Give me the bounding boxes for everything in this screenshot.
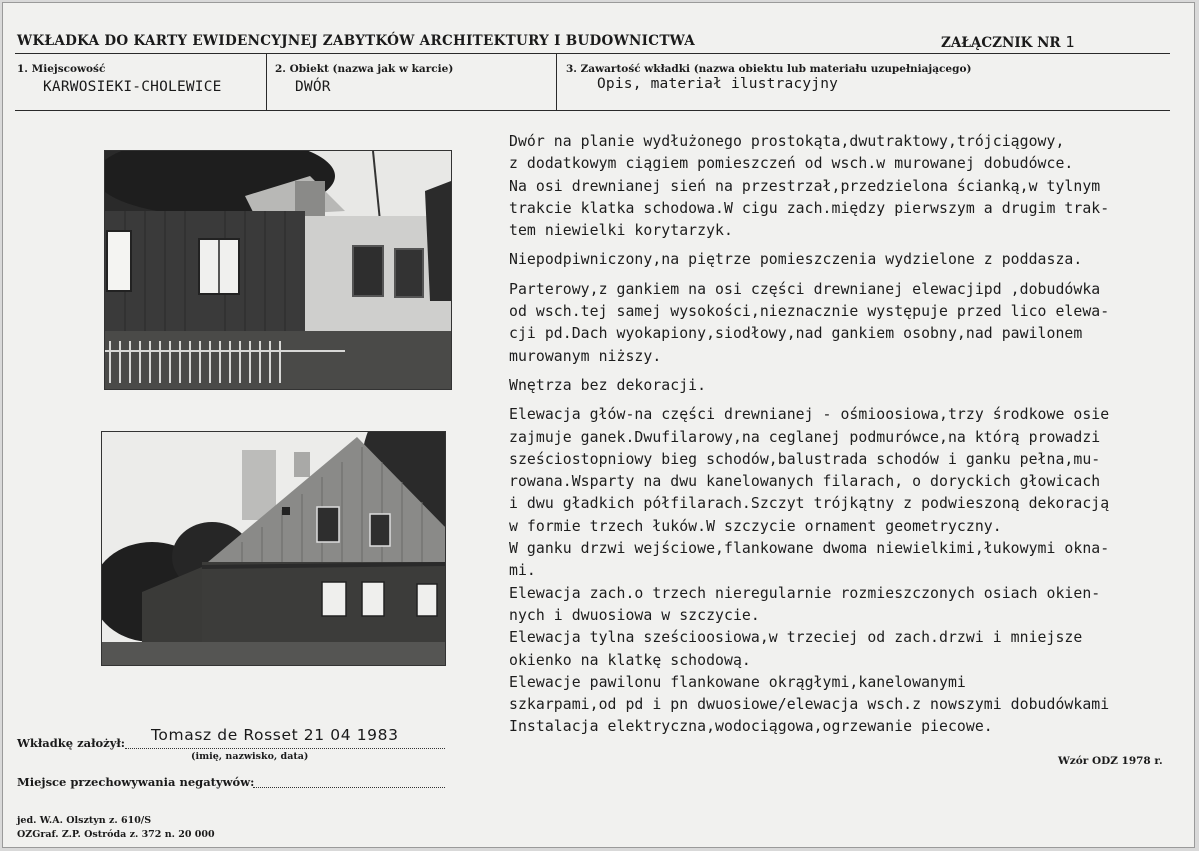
description-line: mi. (509, 562, 536, 580)
template-note: Wzór ODZ 1978 r. (1058, 755, 1163, 767)
author-hint: (imię, nazwisko, data) (191, 751, 309, 762)
description-text (509, 131, 1189, 739)
object-value: DWÓR (295, 79, 331, 95)
description-line: Niepodpiwniczony,na piętrze pomieszczenia wydzielone z poddasza. (509, 251, 1083, 269)
paragraph-gap (509, 272, 1189, 279)
locality-label: 1. Miejscowość (17, 63, 106, 75)
manor-photo-front (104, 150, 452, 390)
description-line: Dwór na planie wydłużonego prostokąta,dwutraktowy,trójciągowy, (509, 133, 1065, 150)
description-line: murowanym niższy. (509, 347, 662, 365)
inventory-card-insert (2, 2, 1195, 848)
description-line: Elewacja zach.o trzech nieregularnie rozmieszczonych osiach okien- (509, 584, 1101, 602)
print-note-2: OZGraf. Z.P. Ostróda z. 372 n. 20 000 (17, 829, 215, 840)
description-line: sześciostopniowy bieg schodów,balustrada schodów i ganku pełna,mu- (509, 450, 1101, 468)
field-separator-2 (556, 54, 557, 110)
description-line: tem niewielki korytarzyk. (509, 222, 733, 240)
fields-divider (15, 110, 1170, 111)
annex-number: 1 (1065, 33, 1075, 51)
description-line: nych i dwuosiowa w szczycie. (509, 606, 760, 624)
description-line: rowana.Wsparty na dwu kanelowanych filarach, o doryckich głowicach (509, 473, 1101, 491)
description-line: z dodatkowym ciągiem pomieszczeń od wsch.w murowanej dobudówce. (509, 155, 1074, 173)
card-title: WKŁADKA DO KARTY EWIDENCYJNEJ ZABYTKÓW ARCHITEKTURY I BUDOWNICTWA (17, 33, 696, 49)
paragraph-gap (509, 242, 1189, 249)
description-line: szkarpami,od pd i pn dwuosiowe/elewacja wsch.z nowszymi dobudówkami (509, 696, 1110, 714)
object-label: 2. Obiekt (nazwa jak w karcie) (275, 63, 454, 75)
description-line: od wsch.tej samej wysokości,nieznacznie występuje przed lico elewa- (509, 303, 1110, 321)
description-line: cji pd.Dach wyokapiony,siodłowy,nad gankiem osobny,nad pawilonem (509, 325, 1083, 343)
locality-value: KARWOSIEKI-CHOLEWICE (43, 79, 222, 95)
manor-photo-corner (101, 431, 446, 666)
author-label: Wkładkę założył: (17, 736, 126, 750)
author-dotted-line (125, 748, 445, 749)
description-line: zajmuje ganek.Dwufilarowy,na ceglanej podmurówce,na którą prowadzi (509, 428, 1101, 446)
description-line: i dwu gładkich półfilarach.Szczyt trójkątny z podwieszoną dekoracją (509, 495, 1110, 513)
description-line: Elewacje pawilonu flankowane okrągłymi,kanelowanymi (509, 673, 966, 691)
manor-photo-corner-image (102, 432, 445, 665)
description-line: Na osi drewnianej sień na przestrzał,przedzielona ścianką,w tylnym (509, 177, 1101, 195)
description-line: okienko na klatkę schodową. (509, 651, 751, 669)
description-line: Parterowy,z gankiem na osi części drewnianej elewacjipd ,dobudówka (509, 280, 1101, 298)
description-line: w formie trzech łuków.W szczycie ornament geometryczny. (509, 517, 1002, 535)
description-line: Elewacja głów-na części drewnianej - ośmioosiowa,trzy środkowe osie (509, 406, 1110, 424)
negatives-dotted-line (253, 787, 445, 788)
description-line: W ganku drzwi wejściowe,flankowane dwoma niewielkimi,łukowymi okna- (509, 540, 1110, 558)
header-divider (15, 53, 1170, 54)
manor-photo-front-image (105, 151, 451, 389)
negatives-label: Miejsce przechowywania negatywów: (17, 775, 255, 789)
contents-value: Opis, materiał ilustracyjny (597, 76, 839, 92)
annex-label-text: ZAŁĄCZNIK NR (941, 35, 1061, 51)
author-value: Tomasz de Rosset 21 04 1983 (151, 726, 399, 744)
paragraph-gap (509, 368, 1189, 375)
print-note-1: jed. W.A. Olsztyn z. 610/S (17, 815, 152, 826)
description-line: Wnętrza bez dekoracji. (509, 376, 707, 394)
field-separator-1 (266, 54, 267, 110)
description-line: Instalacja elektryczna,wodociągowa,ogrzewanie piecowe. (509, 718, 993, 736)
paragraph-gap (509, 397, 1189, 404)
contents-label: 3. Zawartość wkładki (nazwa obiektu lub materiału uzupełniającego) (566, 63, 972, 75)
description-line: Elewacja tylna sześcioosiowa,w trzeciej od zach.drzwi i mniejsze (509, 629, 1083, 647)
description-line: trakcie klatka schodowa.W cigu zach.między pierwszym a drugim trak- (509, 199, 1110, 217)
annex-label (941, 33, 1074, 51)
